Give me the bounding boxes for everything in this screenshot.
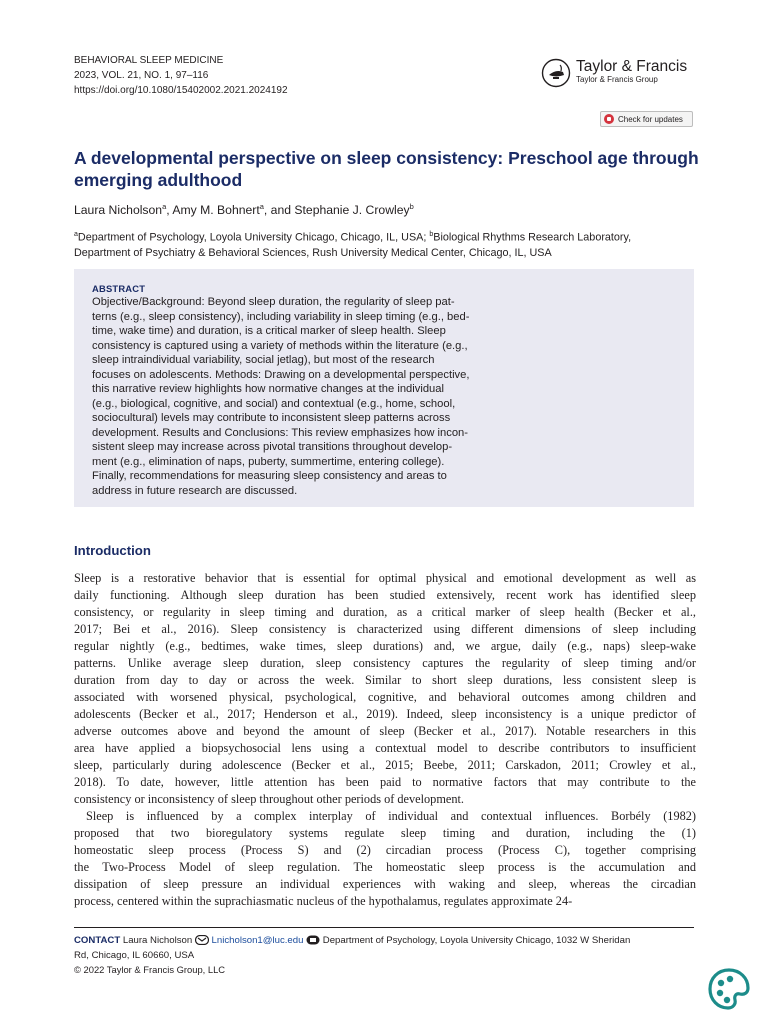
contact-label: CONTACT	[74, 935, 121, 946]
assistant-fab-icon[interactable]	[706, 966, 752, 1012]
article-title: A developmental perspective on sleep consistency: Preschool age through emerging adulthood	[74, 148, 699, 190]
paragraph-line: Sleep is influenced by a complex interplay of individual and contextual influences. Borbély (1982)	[86, 809, 696, 823]
footnote-rule	[74, 927, 694, 928]
check-updates-label: Check for updates	[618, 114, 683, 124]
paragraph-line: associated with worsened physical, psychological, cognitive, and behavioral outcomes among children and	[74, 690, 696, 704]
paragraph-line: process, centered within the suprachiasmatic nucleus of the hypothalamus, regulates approximate 24-	[74, 894, 573, 908]
contact-name: Laura Nicholson	[122, 935, 193, 946]
affiliation-line: Department of Psychiatry & Behavioral Sciences, Rush University Medical Center, Chicago, IL, USA	[74, 246, 552, 259]
check-updates-button[interactable]	[600, 111, 693, 127]
paragraph-line: consistency, or regularity in sleep timing and duration, as a critical marker of sleep health (Becker et al.,	[74, 605, 696, 619]
paragraph-line: patterns. Unlike average sleep duration, sleep consistency captures the regularity of sleep timing and/or	[74, 656, 696, 670]
abstract-line: address in future research are discussed.	[92, 484, 298, 497]
abstract-line: Objective/Background: Beyond sleep duration, the regularity of sleep pat-	[92, 296, 455, 308]
abstract-line: terns (e.g., sleep consistency), including variability in sleep timing (e.g., bed-	[92, 310, 470, 323]
paragraph-line: adolescents (Becker et al., 2017; Henderson et al., 2019). Indeed, sleep inconsistency is a unique predictor of	[74, 707, 696, 721]
abstract-line: sleep intraindividual variability, social jetlag), but most of the research	[92, 354, 435, 366]
contact-email[interactable]: Lnicholson1@luc.edu	[211, 935, 304, 946]
author-affil-sup: b	[409, 202, 414, 211]
abstract-line: Finally, recommendations for measuring sleep consistency and areas to	[92, 470, 447, 482]
abstract-line: this narrative review highlights how normative changes at the individual	[92, 383, 444, 395]
journal-meta	[74, 53, 288, 98]
paragraph-line: 2018). To date, however, little attention has been paid to normative factors that may contribute to the	[74, 775, 696, 789]
paragraph-line: area have applied a biopsychosocial lens using a contextual model to describe contributors to insufficient	[74, 741, 696, 755]
introduction-heading: Introduction	[74, 543, 151, 558]
abstract-line: sociocultural) levels may contribute to inconsistent sleep patterns across	[92, 412, 451, 424]
author-name[interactable]: Stephanie J. Crowley	[294, 203, 410, 218]
abstract-line: focuses on adolescents. Methods: Drawing on a developmental perspective,	[92, 368, 470, 381]
paragraph-line: dissipation of sleep pressure an individual experiences with waking and sleep, whereas the circadian	[74, 877, 696, 891]
paragraph-line: 2017; Bei et al., 2016). Sleep consistency is characterized using different dimensions of sleep including	[74, 622, 696, 636]
address-icon	[306, 935, 320, 945]
copyright: © 2022 Taylor & Francis Group, LLC	[74, 964, 226, 975]
author-affil-sup: a	[259, 202, 264, 211]
author-name[interactable]: Amy M. Bohnert	[172, 203, 260, 218]
introduction-body	[74, 570, 696, 910]
abstract-line: (e.g., biological, cognitive, and social) and contextual (e.g., home, school,	[92, 397, 456, 410]
journal-doi[interactable]: https://doi.org/10.1080/15402002.2021.2024192	[74, 85, 288, 96]
paragraph-line: homeostatic sleep process (Process S) and (2) circadian process (Process C), together comprising	[74, 843, 696, 857]
publisher-name: Taylor & Francis	[576, 58, 688, 75]
email-icon	[195, 935, 209, 945]
abstract-line: consistency is captured using a variety of methods within the literature (e.g.,	[92, 339, 468, 352]
paragraph-line: Sleep is a restorative behavior that is essential for optimal physical and emotional development as well as	[74, 571, 696, 585]
publisher-group: Taylor & Francis Group	[576, 75, 658, 84]
contact-address-cont: Rd, Chicago, IL 60660, USA	[74, 949, 195, 961]
affiliations	[74, 227, 714, 261]
author-name[interactable]: Laura Nicholson	[74, 203, 163, 218]
paragraph-line: proposed that two bioregulatory systems regulate sleep timing and duration, including the (1)	[74, 826, 696, 840]
author-list	[74, 199, 414, 218]
abstract-line: sistent sleep may increase across pivotal transitions throughout develop-	[92, 441, 453, 453]
abstract-line: development. Results and Conclusions: This review emphasizes how incon-	[92, 426, 469, 439]
paragraph-line: regular nightly (e.g., bedtimes, wake times, sleep durations) and, we argue, daily (e.g., naps) sleep-wake	[74, 639, 696, 653]
check-updates-icon	[604, 114, 614, 124]
contact-info	[74, 934, 630, 963]
journal-issue: 2023, VOL. 21, NO. 1, 97–116	[74, 70, 209, 81]
paragraph-line: duration from day to day or across the week. Similar to short sleep durations, less consistent sleep is	[74, 673, 696, 687]
abstract-heading: ABSTRACT	[92, 283, 146, 294]
journal-name: BEHAVIORAL SLEEP MEDICINE	[74, 55, 224, 66]
author-affil-sup: a	[162, 202, 167, 211]
contact-address: Department of Psychology, Loyola University Chicago, 1032 W Sheridan	[322, 935, 631, 946]
paragraph-line: the Two-Process Model of sleep regulation. The homeostatic sleep process is the accumulation and	[74, 860, 696, 874]
paragraph-line: adverse outcomes above and beyond the amount of sleep (Becker et al., 2017). Notable researchers in this	[74, 724, 696, 738]
paragraph-line: daily functioning. Although sleep duration has been studied extensively, recent work has identified sleep	[74, 588, 696, 602]
author-sep: ,	[166, 203, 173, 218]
lamp-logo-icon	[541, 58, 571, 88]
author-sep: , and	[263, 203, 295, 218]
affiliation-line: $^a$Department of Psychology, Loyola University Chicago, Chicago, IL, USA; $^b$Biological Rhythms Research Laboratory,	[74, 231, 632, 244]
abstract-line: ment (e.g., elimination of naps, puberty, summertime, entering college).	[92, 455, 445, 468]
publisher-logo[interactable]	[541, 58, 687, 88]
abstract-text	[92, 295, 533, 498]
paragraph-line: consistency or inconsistency of sleep throughout other periods of development.	[74, 792, 464, 806]
abstract-line: time, wake time) and duration, is a critical marker of sleep health. Sleep	[92, 325, 446, 337]
paragraph-line: sleep, particularly during adolescence (Becker et al., 2015; Beebe, 2011; Carskadon, 2011; Crowley et al.,	[74, 758, 696, 772]
